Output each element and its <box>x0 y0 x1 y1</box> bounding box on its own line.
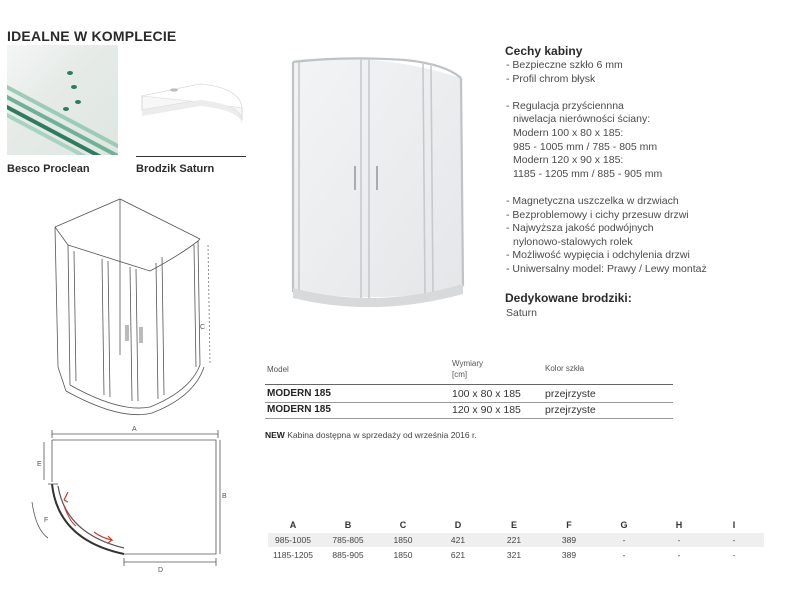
dim-cell: 785-805 <box>332 535 364 545</box>
dim-header: F <box>566 520 572 530</box>
dim-header: C <box>399 520 407 530</box>
caption-rule <box>136 156 246 157</box>
table-row <box>268 548 764 562</box>
model-column-header: Model <box>267 365 289 374</box>
model-glass: przejrzyste <box>545 388 596 400</box>
dim-cell: 1850 <box>393 535 413 545</box>
dedicated-trays-value: Saturn <box>506 307 537 319</box>
dim-cell: 1850 <box>393 550 413 560</box>
feature-line: - Regulacja przyściennna <box>506 99 624 112</box>
thumbnail-caption: Besco Proclean <box>7 163 90 175</box>
availability-note <box>265 430 477 440</box>
dim-cell: 985-1005 <box>275 535 311 545</box>
feature-line: - Możliwość wypięcia i odchylenia drzwi <box>506 249 690 262</box>
cabin-3d-drawing <box>30 195 220 425</box>
feature-line: niwelacja nierówności ściany: <box>513 113 651 126</box>
dim-cell: 421 <box>450 535 466 545</box>
model-name: MODERN 185 <box>267 388 331 399</box>
table-rule <box>265 402 673 403</box>
dim-cell: - <box>677 550 681 560</box>
dim-header: A <box>289 520 297 530</box>
model-glass: przejrzyste <box>545 404 596 416</box>
dim-header: G <box>620 520 628 530</box>
proclean-image <box>7 45 118 155</box>
dim-label-d: D <box>158 567 164 574</box>
feature-line: Modern 100 x 80 x 185: <box>513 127 624 139</box>
feature-line: - Najwyższa jakość podwójnych <box>506 222 654 235</box>
dim-header: H <box>675 520 683 530</box>
feature-line: - Magnetyczna uszczelka w drzwiach <box>506 195 679 207</box>
feature-line: 1185 - 1205 mm / 885 - 905 mm <box>513 167 663 180</box>
dims-unit-header: [cm] <box>452 370 468 379</box>
model-dims: 120 x 90 x 185 <box>452 404 521 416</box>
cabin-top-view-drawing <box>28 422 228 582</box>
feature-line: - Bezpieczne szkło 6 mm <box>506 59 623 71</box>
dim-header: I <box>732 520 736 530</box>
dim-cell: 389 <box>561 550 577 560</box>
cabin-photo <box>285 48 475 308</box>
dedicated-trays-title: Dedykowane brodziki: <box>505 291 632 305</box>
feature-line: 985 - 1005 mm / 785 - 805 mm <box>513 140 658 153</box>
dim-cell: 389 <box>561 535 577 545</box>
dim-cell: 621 <box>450 550 466 560</box>
dim-label-e: E <box>37 461 42 468</box>
model-name: MODERN 185 <box>267 404 331 415</box>
dim-header: B <box>344 520 352 530</box>
dims-column-header: Wymiary <box>452 359 484 368</box>
dim-cell: 885-905 <box>332 550 364 560</box>
shower-tray-image <box>136 62 246 156</box>
dim-cell: - <box>732 550 736 560</box>
thumbnail-caption: Brodzik Saturn <box>136 163 215 175</box>
color-column-header: Kolor szkła <box>545 364 585 373</box>
feature-line: - Profil chrom błysk <box>506 72 596 85</box>
dim-cell: - <box>677 535 681 545</box>
dim-label-b: B <box>222 493 227 500</box>
table-row <box>268 533 764 547</box>
new-badge: NEW <box>265 430 285 440</box>
dim-cell: 221 <box>506 535 522 545</box>
dim-cell: - <box>622 535 626 545</box>
dim-cell: - <box>732 535 736 545</box>
availability-text: Kabina dostępna w sprzedaży od września 2016 r. <box>284 430 477 440</box>
table-rule <box>265 418 673 419</box>
dim-label-f: F <box>44 517 49 524</box>
feature-line: - Uniwersalny model: Prawy / Lewy montaż <box>506 263 707 275</box>
dim-cell: 321 <box>506 550 522 560</box>
dim-cell: 1185-1205 <box>272 550 314 560</box>
dim-label-a: A <box>132 426 137 433</box>
dim-header: D <box>454 520 462 530</box>
section-title: IDEALNE W KOMPLECIE <box>7 28 177 44</box>
feature-line: Modern 120 x 90 x 185: <box>513 154 624 167</box>
dim-label-c: C <box>200 324 206 331</box>
table-rule <box>265 384 673 385</box>
features-title: Cechy kabiny <box>505 44 583 58</box>
dim-header: E <box>510 520 517 530</box>
feature-line: nylonowo-stalowych rolek <box>513 235 633 248</box>
dim-cell: - <box>622 550 626 560</box>
feature-line: - Bezproblemowy i cichy przesuw drzwi <box>506 208 689 221</box>
model-dims: 100 x 80 x 185 <box>452 388 521 400</box>
